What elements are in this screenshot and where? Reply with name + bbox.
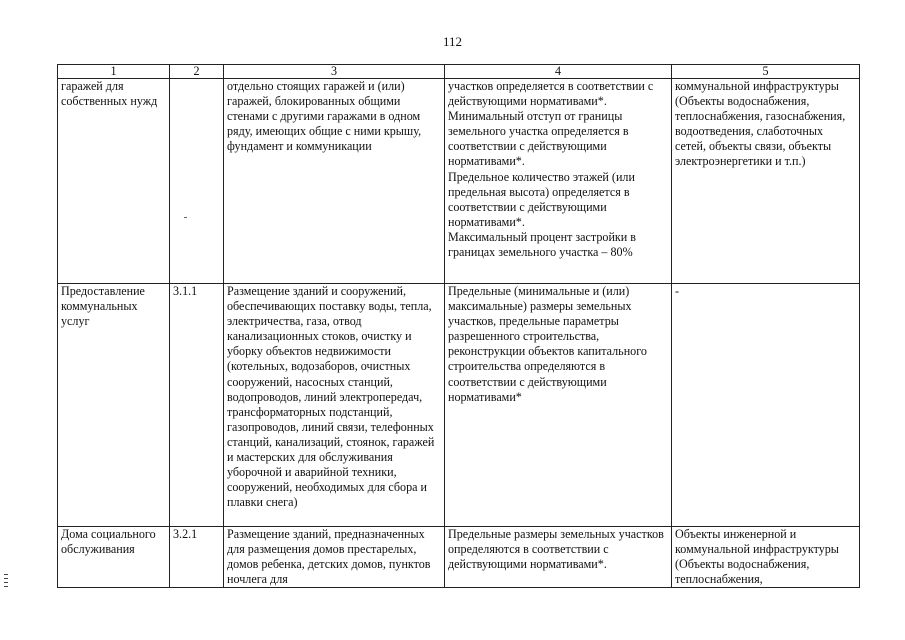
margin-mark [4, 578, 8, 579]
usage-name-cell: Дома социального обслуживания [58, 527, 170, 588]
description-cell: Размещение зданий, предназначенных для размещения домов престарелых, домов ребенка, детских домов, пунктов ночлега для [224, 527, 445, 588]
parameter-paragraph: Предельные размеры земельных участков определяются в соответствии с действующими нормативами*. [448, 527, 664, 572]
description-cell: отдельно стоящих гаражей и (или) гаражей, блокированных общими стенами с другими гаражами в одном ряду, имеющих общие с ними крышу, фундамент и коммуникации [224, 79, 445, 284]
parameter-paragraph: Минимальный отступ от границы земельного участка определяется в соответствии с действующими нормативами*. [448, 109, 629, 169]
header-cell: 1 [58, 65, 170, 79]
header-cell: 5 [672, 65, 860, 79]
parameter-paragraph: Предельные (минимальные и (или) максимальные) размеры земельных участков, предельные параметры разрешенного строительства, реконструкции объектов капитального строительства определяются в соответствии с действующими нормативами* [448, 284, 647, 404]
header-cell: 2 [170, 65, 224, 79]
usage-code-cell: 3.2.1 [170, 527, 224, 588]
header-cell: 3 [224, 65, 445, 79]
restrictions-cell: Объекты инженерной и коммунальной инфраструктуры (Объекты водоснабжения, теплоснабжения, [672, 527, 860, 588]
parameter-paragraph: Предельное количество этажей (или предельная высота) определяется в соответствии с действующими нормативами*. [448, 169, 635, 229]
usage-code-cell [170, 79, 224, 284]
parameter-paragraph: Максимальный процент застройки в границах земельного участка – 80% [448, 229, 637, 260]
page-number: 112 [442, 34, 463, 49]
parameters-cell [445, 284, 672, 527]
margin-mark [4, 586, 8, 587]
usage-code-cell: 3.1.1 [170, 284, 224, 527]
parameter-paragraph: участков определяется в соответствии с действующими нормативами*. [448, 79, 654, 109]
description-cell: Размещение зданий и сооружений, обеспечивающих поставку воды, тепла, электричества, газа, отвод канализационных стоков, очистку и уборку объектов недвижимости (котельных, водозаборов, очистных сооружений, насосных станций, водопроводов, линий электропередач, трансформаторных подстанций, газопроводов, линий связи, телефонных станций, канализаций, стоянок, гаражей и мастерских для обслуживания уборочной и аварийной техники, сооружений, необходимых для сбора и плавки снега) [224, 284, 445, 527]
margin-mark [4, 582, 8, 583]
margin-marks [4, 574, 10, 590]
usage-name-cell: Предоставление коммунальных услуг [58, 284, 170, 527]
margin-mark [4, 574, 8, 575]
parameters-cell [445, 527, 672, 588]
zoning-table [57, 64, 860, 588]
usage-name-cell: гаражей для собственных нужд [58, 79, 170, 284]
restrictions-cell [672, 284, 860, 527]
table-row [58, 284, 860, 527]
parameters-cell [445, 79, 672, 284]
restrictions-cell: коммунальной инфраструктуры (Объекты водоснабжения, теплоснабжения, газоснабжения, водоотведения, слаботочных сетей, объекты связи, объекты электроэнергетики и т.п.) [672, 79, 860, 284]
header-cell: 4 [445, 65, 672, 79]
scan-mark [184, 217, 187, 218]
table-header-row [58, 65, 860, 79]
restrictions-dash: - [675, 284, 680, 298]
table-row [58, 527, 860, 588]
table-row [58, 79, 860, 284]
